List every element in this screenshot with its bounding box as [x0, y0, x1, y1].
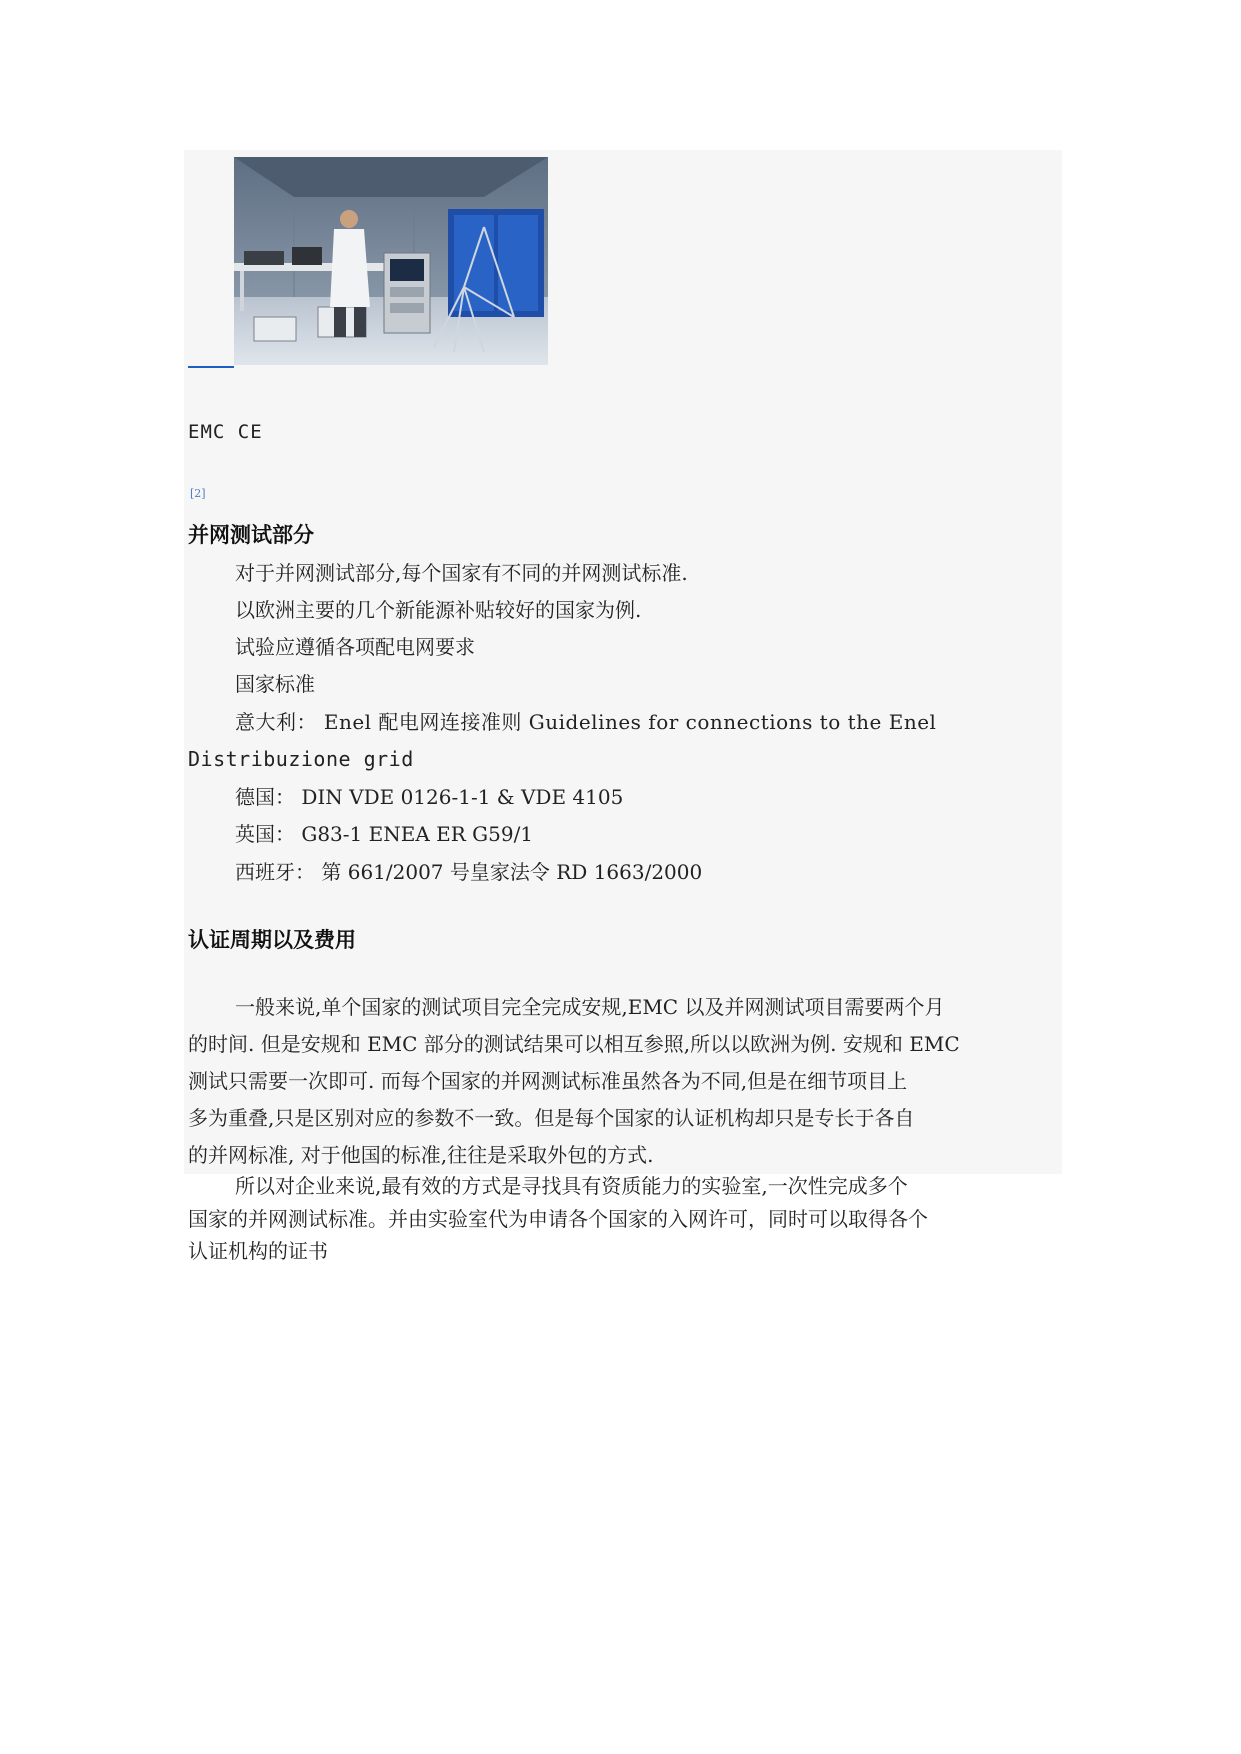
- photo-link-underline: [188, 366, 234, 368]
- cert-conclusion-line: 国家的并网测试标准。并由实验室代为申请各个国家的入网许可，同时可以取得各个: [188, 1207, 928, 1231]
- grid-text-line: 国家标准: [235, 672, 315, 696]
- section-heading-grid-test: 并网测试部分: [188, 523, 314, 547]
- grid-standard-spain: 西班牙： 第 661/2007 号皇家法令 RD 1663/2000: [235, 860, 703, 884]
- cert-paragraph-line: 多为重叠,只是区别对应的参数不一致。但是每个国家的认证机构却只是专长于各自: [188, 1106, 915, 1130]
- lab-photo-image: [234, 157, 548, 365]
- grid-standard-uk: 英国： G83-1 ENEA ER G59/1: [235, 822, 534, 846]
- emc-ce-label: EMC CE: [188, 421, 263, 443]
- cert-paragraph-line: 测试只需要一次即可. 而每个国家的并网测试标准虽然各为不同,但是在细节项目上: [188, 1069, 908, 1093]
- cert-conclusion-line: 所以对企业来说,最有效的方式是寻找具有资质能力的实验室,一次性完成多个: [235, 1174, 908, 1198]
- grid-standard-italy-cont: Distribuzione grid: [188, 747, 414, 771]
- cert-paragraph-line: 的时间. 但是安规和 EMC 部分的测试结果可以相互参照,所以以欧洲为例. 安规和 EMC: [188, 1032, 960, 1056]
- cert-paragraph-line: 的并网标准, 对于他国的标准,往往是采取外包的方式.: [188, 1143, 654, 1167]
- grid-standard-germany: 德国： DIN VDE 0126-1-1 & VDE 4105: [235, 785, 624, 809]
- cert-paragraph-line: 一般来说,单个国家的测试项目完全完成安规,EMC 以及并网测试项目需要两个月: [235, 995, 945, 1019]
- grid-text-line: 以欧洲主要的几个新能源补贴较好的国家为例.: [235, 598, 642, 622]
- section-heading-cert-cycle: 认证周期以及费用: [188, 928, 356, 952]
- grid-text-line: 对于并网测试部分,每个国家有不同的并网测试标准.: [235, 561, 688, 585]
- reference-link[interactable]: [2]: [190, 487, 206, 500]
- grid-text-line: 试验应遵循各项配电网要求: [235, 635, 475, 659]
- grid-standard-italy: 意大利： Enel 配电网连接准则 Guidelines for connections to the Enel: [235, 710, 937, 734]
- lab-photo[interactable]: [234, 157, 548, 365]
- cert-conclusion-line: 认证机构的证书: [188, 1239, 328, 1263]
